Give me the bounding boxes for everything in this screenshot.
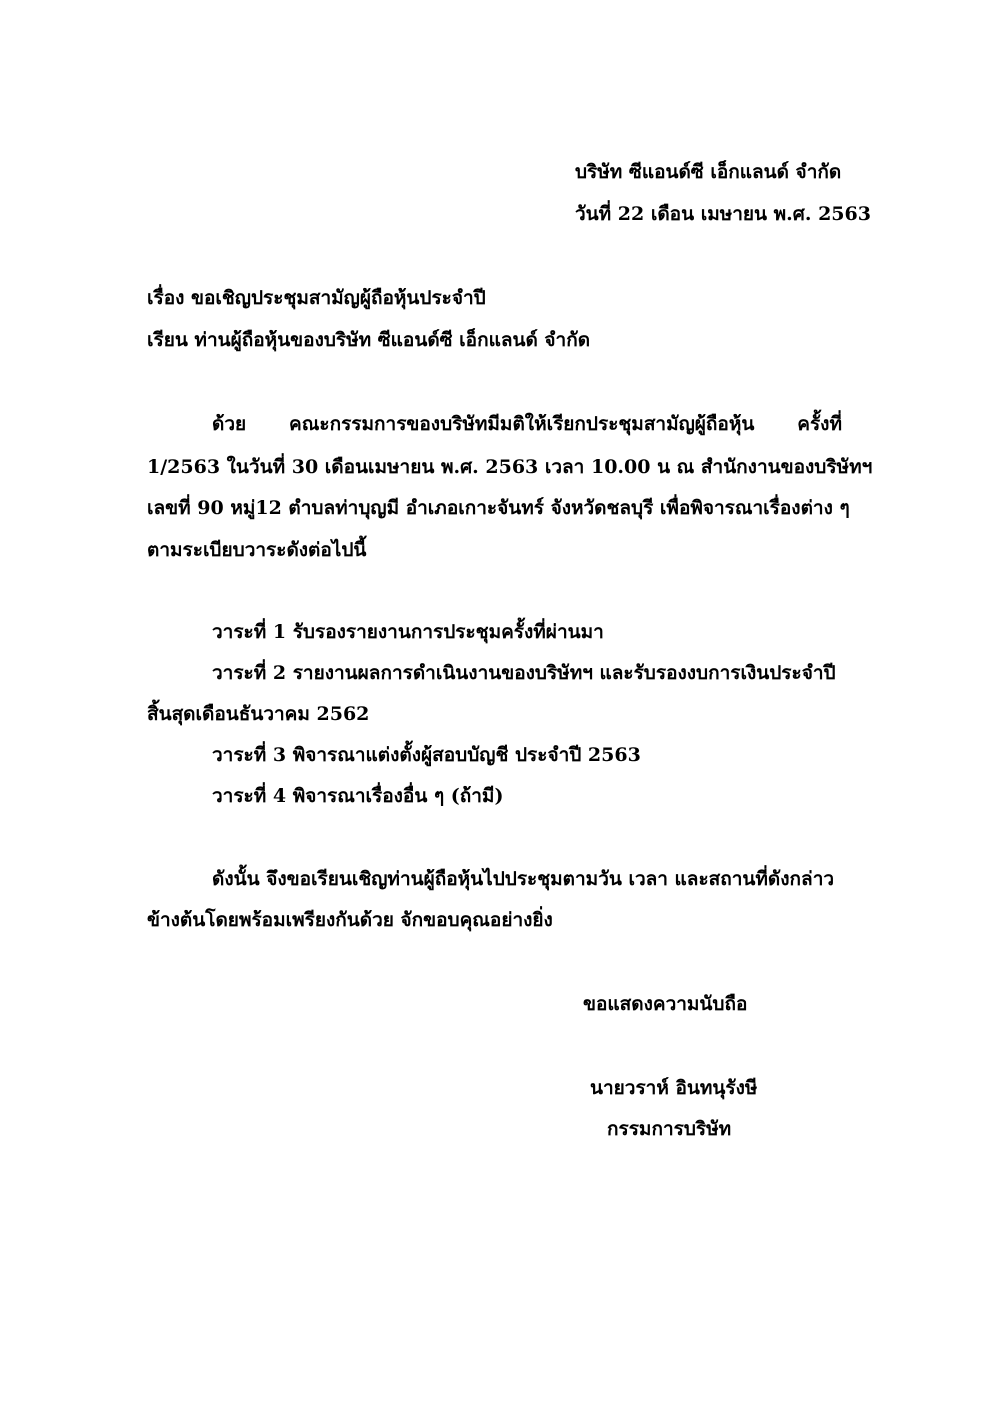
closing-salutation: ขอแสดงความนับถือ xyxy=(583,993,748,1015)
intro-line-3: เลขที่ 90 หมู่12 ตำบลท่าบุญมี อำเภอเกาะจันทร์ จังหวัดชลบุรี เพื่อพิจารณาเรื่องต่าง ๆ xyxy=(147,497,850,519)
letter-date: วันที่ 22 เดือน เมษายน พ.ศ. 2563 xyxy=(575,203,871,225)
intro-line-1: ด้วย คณะกรรมการของบริษัทมีมติให้เรียกประชุมสามัญผู้ถือหุ้น ครั้งที่ xyxy=(212,413,842,435)
agenda-item-2: วาระที่ 2 รายงานผลการดำเนินงานของบริษัทฯ และรับรองงบการเงินประจำปี xyxy=(212,662,836,684)
company-name: บริษัท ซีแอนด์ซี เอ็กแลนด์ จำกัด xyxy=(575,161,842,183)
agenda-item-2-continuation: สิ้นสุดเดือนธันวาคม 2562 xyxy=(147,703,370,725)
intro-line-4: ตามระเบียบวาระดังต่อไปนี้ xyxy=(147,539,367,561)
agenda-item-4: วาระที่ 4 พิจารณาเรื่องอื่น ๆ (ถ้ามี) xyxy=(212,785,504,807)
signer-name: นายวราห์ อินทนุรังษี xyxy=(590,1077,758,1099)
signer-title: กรรมการบริษัท xyxy=(607,1118,732,1140)
letter-subject: เรื่อง ขอเชิญประชุมสามัญผู้ถือหุ้นประจำปี xyxy=(147,287,486,309)
conclusion-line-1: ดังนั้น จึงขอเรียนเชิญท่านผู้ถือหุ้นไปประชุมตามวัน เวลา และสถานที่ดังกล่าว xyxy=(212,868,835,890)
intro-line-2: 1/2563 ในวันที่ 30 เดือนเมษายน พ.ศ. 2563 เวลา 10.00 น ณ สำนักงานของบริษัทฯ xyxy=(147,456,873,478)
agenda-item-3: วาระที่ 3 พิจารณาแต่งตั้งผู้สอบบัญชี ประจำปี 2563 xyxy=(212,744,641,766)
letter-recipient: เรียน ท่านผู้ถือหุ้นของบริษัท ซีแอนด์ซี เอ็กแลนด์ จำกัด xyxy=(147,329,591,351)
conclusion-line-2: ข้างต้นโดยพร้อมเพรียงกันด้วย จักขอบคุณอย่างยิ่ง xyxy=(147,909,553,931)
agenda-item-1: วาระที่ 1 รับรองรายงานการประชุมครั้งที่ผ่านมา xyxy=(212,621,604,643)
